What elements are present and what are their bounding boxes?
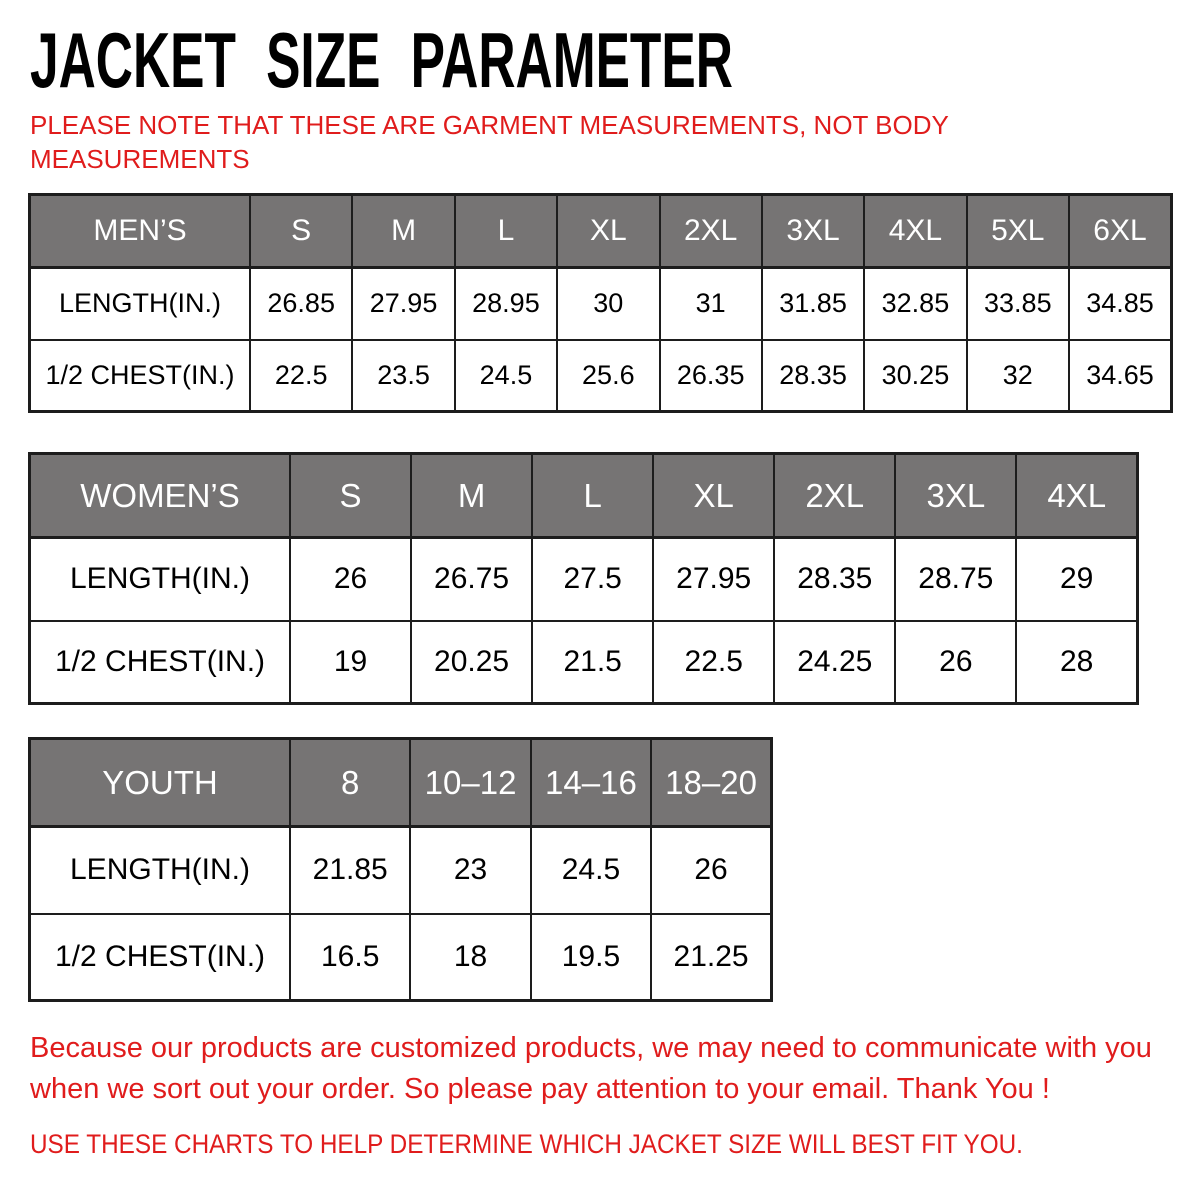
measurement-value-cell: 28 [1016, 621, 1137, 704]
size-column-header: L [532, 454, 653, 538]
measurement-value-cell: 29 [1016, 538, 1137, 621]
measurement-value-cell: 26.35 [660, 340, 762, 412]
mens-size-table [28, 193, 1173, 413]
size-column-header: S [250, 195, 352, 268]
measurement-value-cell: 28.35 [774, 538, 895, 621]
page-title-text: JACKET SIZE PARAMETER [30, 16, 733, 104]
measurement-row [30, 340, 1172, 412]
size-header-row [30, 454, 1138, 538]
measurement-value-cell: 34.85 [1069, 268, 1172, 340]
measurement-value-cell: 27.95 [352, 268, 454, 340]
measurement-value-cell: 19 [290, 621, 411, 704]
size-header-row [30, 195, 1172, 268]
fit-advice-text: USE THESE CHARTS TO HELP DETERMINE WHICH JACKET SIZE WILL BEST FIT YOU. [30, 1129, 1023, 1159]
measurement-value-cell: 21.85 [290, 827, 410, 914]
measurement-value-cell: 27.95 [653, 538, 774, 621]
measurement-value-cell: 31.85 [762, 268, 864, 340]
row-label-cell: LENGTH(IN.) [30, 268, 251, 340]
measurement-value-cell: 30.25 [864, 340, 966, 412]
measurement-value-cell: 26.75 [411, 538, 532, 621]
size-column-header: 2XL [660, 195, 762, 268]
size-column-header: 4XL [864, 195, 966, 268]
size-column-header: M [352, 195, 454, 268]
measurement-value-cell: 18 [410, 914, 530, 1001]
size-column-header: XL [557, 195, 659, 268]
measurement-value-cell: 27.5 [532, 538, 653, 621]
measurement-value-cell: 30 [557, 268, 659, 340]
measurement-value-cell: 24.5 [531, 827, 651, 914]
measurement-value-cell: 16.5 [290, 914, 410, 1001]
page-title [30, 16, 1095, 104]
measurement-row [30, 621, 1138, 704]
measurement-value-cell: 19.5 [531, 914, 651, 1001]
row-label-cell: 1/2 CHEST(IN.) [30, 340, 251, 412]
measurement-value-cell: 25.6 [557, 340, 659, 412]
measurement-value-cell: 26 [290, 538, 411, 621]
measurement-value-cell: 23.5 [352, 340, 454, 412]
measurement-value-cell: 22.5 [250, 340, 352, 412]
size-column-header: 3XL [895, 454, 1016, 538]
measurement-value-cell: 21.25 [651, 914, 771, 1001]
measurement-value-cell: 22.5 [653, 621, 774, 704]
size-column-header: 6XL [1069, 195, 1172, 268]
measurement-value-cell: 31 [660, 268, 762, 340]
fit-advice-line [30, 1128, 1133, 1160]
measurement-value-cell: 20.25 [411, 621, 532, 704]
size-column-header: M [411, 454, 532, 538]
measurement-row [30, 538, 1138, 621]
group-header-cell: WOMEN’S [30, 454, 291, 538]
size-column-header: 18–20 [651, 739, 771, 827]
measurement-row [30, 827, 772, 914]
youth-size-table [28, 737, 773, 1002]
measurement-row [30, 268, 1172, 340]
customization-notice: Because our products are customized products, we may need to communicate with you when we sort out your order. So please pay attention to your email. Thank You ! [30, 1032, 1152, 1105]
row-label-cell: LENGTH(IN.) [30, 827, 291, 914]
measurement-value-cell: 23 [410, 827, 530, 914]
size-column-header: 2XL [774, 454, 895, 538]
measurement-value-cell: 32 [967, 340, 1069, 412]
measurement-value-cell: 24.25 [774, 621, 895, 704]
measurement-row [30, 914, 772, 1001]
size-column-header: 14–16 [531, 739, 651, 827]
size-column-header: S [290, 454, 411, 538]
row-label-cell: LENGTH(IN.) [30, 538, 291, 621]
size-column-header: 4XL [1016, 454, 1137, 538]
size-column-header: 5XL [967, 195, 1069, 268]
measurement-value-cell: 28.35 [762, 340, 864, 412]
size-column-header: 10–12 [410, 739, 530, 827]
size-column-header: 8 [290, 739, 410, 827]
group-header-cell: MEN’S [30, 195, 251, 268]
measurement-value-cell: 26.85 [250, 268, 352, 340]
measurement-value-cell: 21.5 [532, 621, 653, 704]
measurement-value-cell: 28.75 [895, 538, 1016, 621]
size-column-header: 3XL [762, 195, 864, 268]
group-header-cell: YOUTH [30, 739, 291, 827]
measurement-value-cell: 26 [651, 827, 771, 914]
measurement-value-cell: 33.85 [967, 268, 1069, 340]
size-column-header: L [455, 195, 557, 268]
size-column-header: XL [653, 454, 774, 538]
womens-size-table [28, 452, 1139, 705]
measurement-value-cell: 34.65 [1069, 340, 1172, 412]
garment-measurement-note: PLEASE NOTE THAT THESE ARE GARMENT MEASUREMENTS, NOT BODY MEASUREMENTS [30, 110, 949, 174]
size-header-row [30, 739, 772, 827]
row-label-cell: 1/2 CHEST(IN.) [30, 914, 291, 1001]
measurement-value-cell: 28.95 [455, 268, 557, 340]
measurement-value-cell: 24.5 [455, 340, 557, 412]
measurement-value-cell: 32.85 [864, 268, 966, 340]
measurement-value-cell: 26 [895, 621, 1016, 704]
row-label-cell: 1/2 CHEST(IN.) [30, 621, 291, 704]
